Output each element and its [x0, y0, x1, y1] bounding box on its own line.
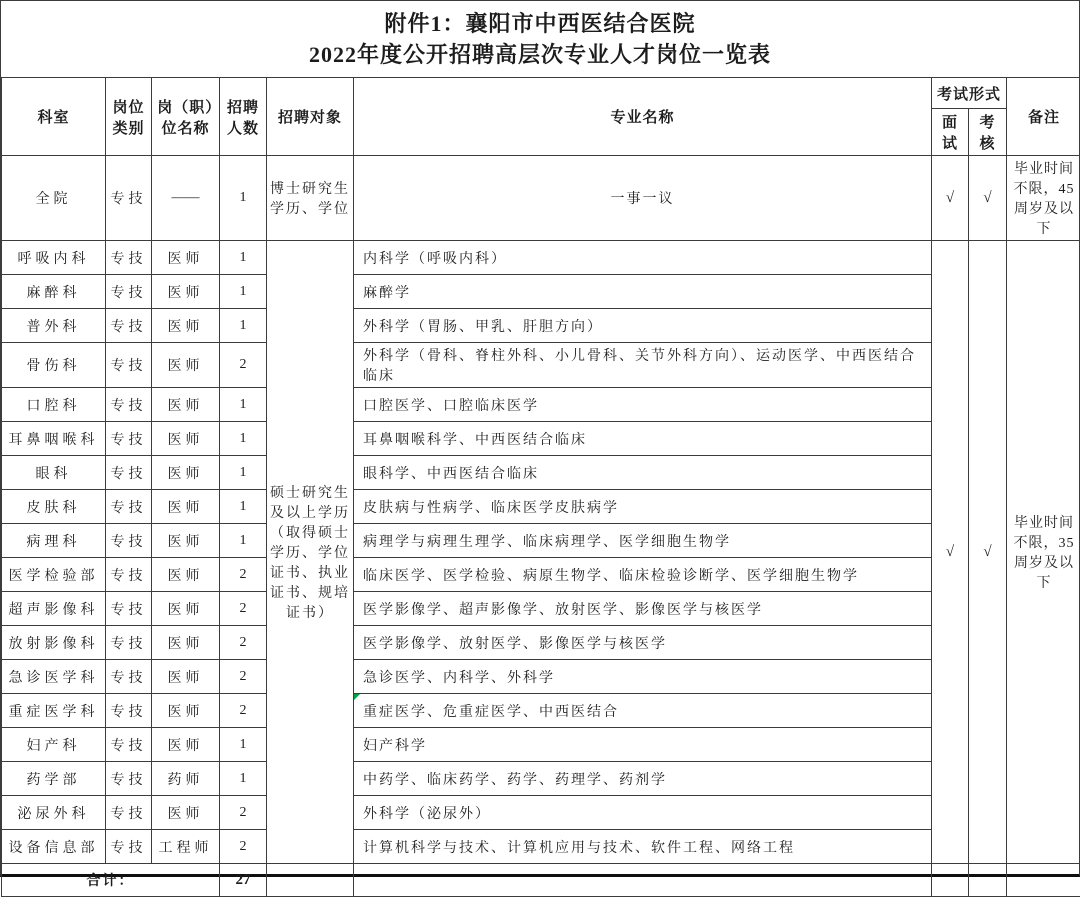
cell-count: 1 — [220, 524, 267, 558]
cell-major: 麻醉学 — [354, 275, 932, 309]
title-line-2: 2022年度公开招聘高层次专业人才岗位一览表 — [309, 39, 771, 70]
cell-category: 专技 — [106, 660, 152, 694]
cell-dept: 泌尿外科 — [2, 796, 106, 830]
cell-category: 专技 — [106, 309, 152, 343]
table-row — [2, 524, 1080, 558]
cell-category: 专技 — [106, 241, 152, 275]
cell-position: 医师 — [152, 660, 220, 694]
col-header-category: 岗位类别 — [106, 78, 152, 156]
col-header-exam-form: 考试形式 — [932, 78, 1007, 109]
cell-interview-check: √ — [932, 156, 969, 241]
cell-category: 专技 — [106, 156, 152, 241]
table-row — [2, 626, 1080, 660]
cell-count: 1 — [220, 728, 267, 762]
cell-major: 外科学（胃肠、甲乳、肝胆方向） — [354, 309, 932, 343]
total-empty-notes — [1007, 864, 1080, 897]
cell-category: 专技 — [106, 422, 152, 456]
table-row — [2, 592, 1080, 626]
cell-position: 药师 — [152, 762, 220, 796]
total-empty-target — [267, 864, 354, 897]
cell-category: 专技 — [106, 343, 152, 388]
cell-dept: 急诊医学科 — [2, 660, 106, 694]
cell-count: 2 — [220, 592, 267, 626]
cell-major: 临床医学、医学检验、病原生物学、临床检验诊断学、医学细胞生物学 — [354, 558, 932, 592]
cell-notes: 毕业时间不限，45周岁及以下 — [1007, 156, 1080, 241]
table-row — [2, 762, 1080, 796]
cell-count: 2 — [220, 558, 267, 592]
cell-count: 2 — [220, 626, 267, 660]
cell-position: 医师 — [152, 558, 220, 592]
cell-major: 内科学（呼吸内科） — [354, 241, 932, 275]
cell-position: 医师 — [152, 796, 220, 830]
cell-dept: 超声影像科 — [2, 592, 106, 626]
table-row — [2, 830, 1080, 864]
cell-count: 2 — [220, 694, 267, 728]
col-header-dept: 科室 — [2, 78, 106, 156]
cell-dept: 麻醉科 — [2, 275, 106, 309]
cell-count: 2 — [220, 796, 267, 830]
cell-position: 医师 — [152, 626, 220, 660]
col-header-position: 岗（职）位名称 — [152, 78, 220, 156]
cell-major: 一事一议 — [354, 156, 932, 241]
table-row — [2, 343, 1080, 388]
table-row — [2, 309, 1080, 343]
cell-count: 1 — [220, 388, 267, 422]
cell-category: 专技 — [106, 728, 152, 762]
cell-dept: 药学部 — [2, 762, 106, 796]
table-row — [2, 241, 1080, 275]
table-row — [2, 422, 1080, 456]
cell-target: 博士研究生学历、学位 — [267, 156, 354, 241]
cell-corner-marker — [354, 694, 360, 700]
cell-category: 专技 — [106, 388, 152, 422]
cell-major: 眼科学、中西医结合临床 — [354, 456, 932, 490]
cell-dept: 皮肤科 — [2, 490, 106, 524]
title-line-1: 附件1：襄阳市中西医结合医院 — [384, 8, 695, 39]
cell-dept: 耳鼻咽喉科 — [2, 422, 106, 456]
cell-count: 1 — [220, 490, 267, 524]
cell-position: 医师 — [152, 343, 220, 388]
cell-dept: 设备信息部 — [2, 830, 106, 864]
cell-dept: 呼吸内科 — [2, 241, 106, 275]
cell-dept: 普外科 — [2, 309, 106, 343]
cell-position: —— — [152, 156, 220, 241]
col-header-major: 专业名称 — [354, 78, 932, 156]
cell-count: 1 — [220, 275, 267, 309]
total-row — [2, 864, 1080, 897]
cell-dept: 重症医学科 — [2, 694, 106, 728]
cell-major: 口腔医学、口腔临床医学 — [354, 388, 932, 422]
table-row — [2, 456, 1080, 490]
cell-position: 医师 — [152, 422, 220, 456]
cell-position: 工程师 — [152, 830, 220, 864]
table-row — [2, 558, 1080, 592]
cell-position: 医师 — [152, 456, 220, 490]
merged-interview-check: √ — [932, 241, 969, 864]
cell-major: 重症医学、危重症医学、中西医结合 — [354, 694, 932, 728]
cell-major: 医学影像学、放射医学、影像医学与核医学 — [354, 626, 932, 660]
cell-count: 2 — [220, 343, 267, 388]
cell-category: 专技 — [106, 796, 152, 830]
cell-count: 2 — [220, 660, 267, 694]
cell-major: 计算机科学与技术、计算机应用与技术、软件工程、网络工程 — [354, 830, 932, 864]
col-header-interview: 面试 — [932, 109, 969, 156]
total-count: 27 — [220, 864, 267, 897]
cell-count: 1 — [220, 456, 267, 490]
cell-position: 医师 — [152, 694, 220, 728]
cell-count: 1 — [220, 762, 267, 796]
cell-category: 专技 — [106, 275, 152, 309]
total-label: 合计： — [2, 864, 220, 897]
cell-dept: 病理科 — [2, 524, 106, 558]
cell-major: 外科学（骨科、脊柱外科、小儿骨科、关节外科方向）、运动医学、中西医结合临床 — [354, 343, 932, 388]
table-row — [2, 694, 1080, 728]
cell-dept: 妇产科 — [2, 728, 106, 762]
cell-major: 医学影像学、超声影像学、放射医学、影像医学与核医学 — [354, 592, 932, 626]
cell-count: 1 — [220, 422, 267, 456]
table-row — [2, 388, 1080, 422]
cell-category: 专技 — [106, 456, 152, 490]
cell-major: 妇产科学 — [354, 728, 932, 762]
total-empty-assessment — [969, 864, 1007, 897]
cell-assessment-check: √ — [969, 156, 1007, 241]
cell-count: 2 — [220, 830, 267, 864]
cell-category: 专技 — [106, 524, 152, 558]
cell-dept: 医学检验部 — [2, 558, 106, 592]
cell-category: 专技 — [106, 490, 152, 524]
cell-count: 1 — [220, 156, 267, 241]
cell-major: 中药学、临床药学、药学、药理学、药剂学 — [354, 762, 932, 796]
table-row — [2, 660, 1080, 694]
merged-assessment-check: √ — [969, 241, 1007, 864]
cell-major: 急诊医学、内科学、外科学 — [354, 660, 932, 694]
col-header-target: 招聘对象 — [267, 78, 354, 156]
col-header-count: 招聘人数 — [220, 78, 267, 156]
total-empty-interview — [932, 864, 969, 897]
col-header-notes: 备注 — [1007, 78, 1080, 156]
cell-dept: 骨伤科 — [2, 343, 106, 388]
cell-major: 耳鼻咽喉科学、中西医结合临床 — [354, 422, 932, 456]
cell-category: 专技 — [106, 626, 152, 660]
cell-category: 专技 — [106, 830, 152, 864]
total-empty-major — [354, 864, 932, 897]
col-header-assessment: 考核 — [969, 109, 1007, 156]
positions-table — [1, 77, 1080, 897]
merged-target-cell: 硕士研究生及以上学历（取得硕士学历、学位证书、执业证书、规培证书） — [267, 241, 354, 864]
cell-count: 1 — [220, 309, 267, 343]
cell-major: 外科学（泌尿外） — [354, 796, 932, 830]
cell-position: 医师 — [152, 524, 220, 558]
cell-category: 专技 — [106, 558, 152, 592]
cell-category: 专技 — [106, 694, 152, 728]
cell-position: 医师 — [152, 388, 220, 422]
cell-dept: 眼科 — [2, 456, 106, 490]
merged-notes-cell: 毕业时间不限，35周岁及以下 — [1007, 241, 1080, 864]
cell-dept: 放射影像科 — [2, 626, 106, 660]
cell-dept: 全院 — [2, 156, 106, 241]
cell-position: 医师 — [152, 275, 220, 309]
table-row — [2, 490, 1080, 524]
cell-dept: 口腔科 — [2, 388, 106, 422]
table-row — [2, 796, 1080, 830]
cell-major: 皮肤病与性病学、临床医学皮肤病学 — [354, 490, 932, 524]
cell-position: 医师 — [152, 241, 220, 275]
cell-position: 医师 — [152, 592, 220, 626]
document-title — [1, 1, 1079, 77]
table-row — [2, 728, 1080, 762]
cell-count: 1 — [220, 241, 267, 275]
cell-position: 医师 — [152, 490, 220, 524]
table-body — [2, 156, 1080, 897]
cell-major: 病理学与病理生理学、临床病理学、医学细胞生物学 — [354, 524, 932, 558]
cell-position: 医师 — [152, 309, 220, 343]
table-row — [2, 275, 1080, 309]
cell-position: 医师 — [152, 728, 220, 762]
cell-category: 专技 — [106, 762, 152, 796]
cell-category: 专技 — [106, 592, 152, 626]
phd-row — [2, 156, 1080, 241]
